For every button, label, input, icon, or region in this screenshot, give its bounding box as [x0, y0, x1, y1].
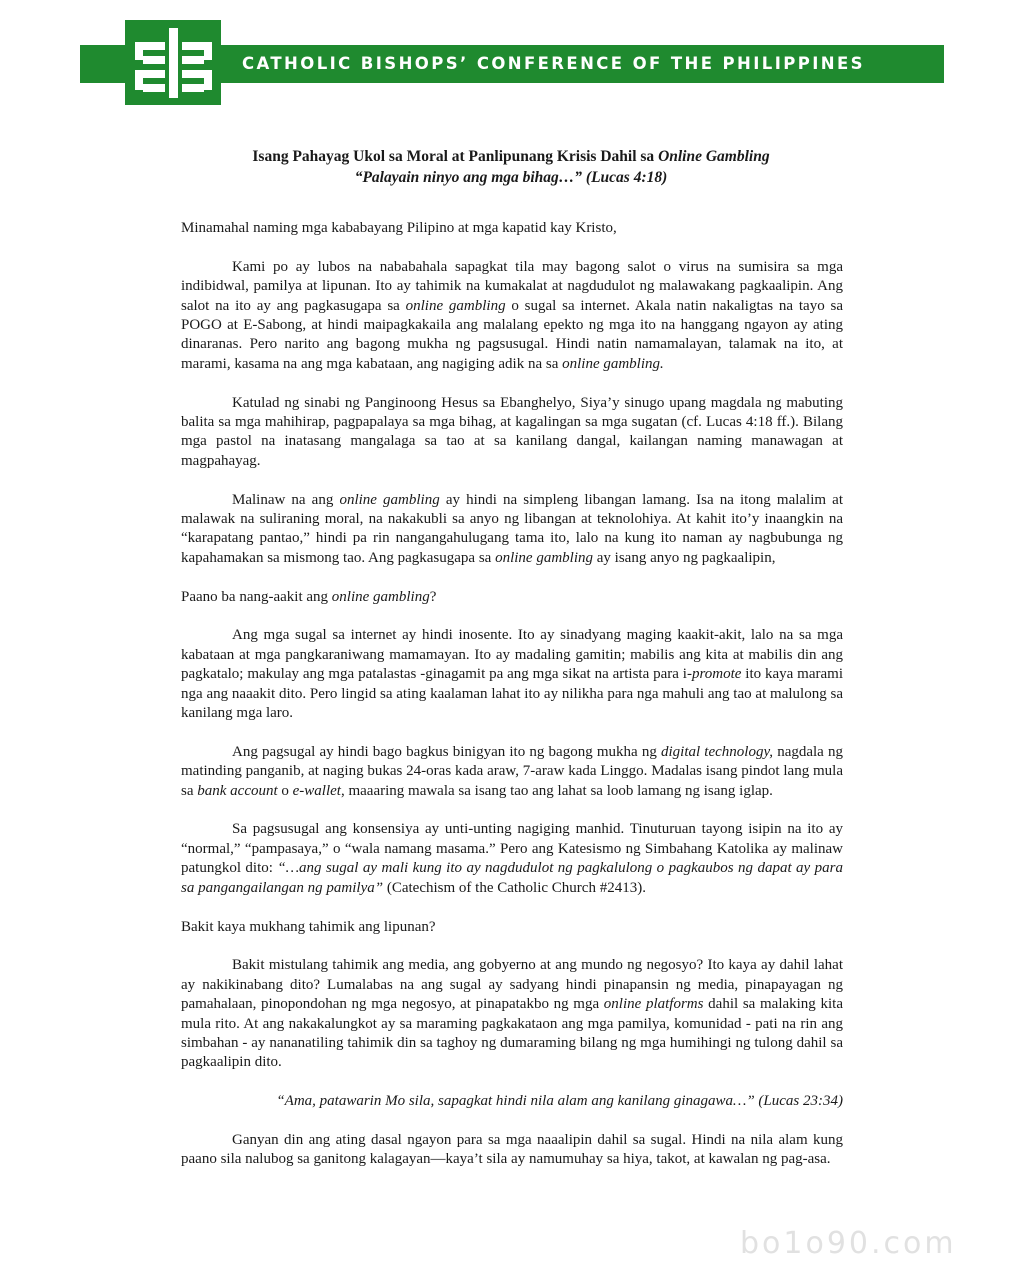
section-heading-2: Bakit kaya mukhang tahimik ang lipunan? — [181, 918, 436, 935]
p5-text-b: digital technology, — [660, 743, 774, 760]
p7-text-b: online platforms — [603, 996, 704, 1013]
p6-text-b: “…ang sugal ay mali kung ito ay nagdudulot ng pagkalulong o pagkaubos ng dapat ay para sa pangangailangan ng pamilya” — [181, 860, 843, 896]
paragraph-4 — [181, 626, 843, 723]
cbcp-logo-icon — [125, 20, 221, 105]
p5-text-g: , maaaring mawala sa isang tao ang lahat sa loob lamang ng isang iglap. — [340, 782, 773, 799]
title-line-1 — [180, 146, 842, 167]
scripture-quote: “Ama, patawarin Mo sila, sapagkat hindi nila alam ang kanilang ginagawa…” (Lucas 23:34) — [276, 1093, 843, 1110]
p4-text-b: promote — [691, 666, 742, 683]
salutation: Minamahal naming mga kababayang Pilipino at mga kapatid kay Kristo, — [181, 220, 617, 236]
p1-text-c: o sugal sa internet. Akala natin nakaligtas na tayo sa POGO at E-Sabong, at hindi maipagkakaila ang malalang epekto ng mga ito na hanggang ngayon ay ating dinaranas. Pero narito ang bagong mukha ng pagsusugal. Hindi natin namamalayan, talamak na ito, at marami, kasama na ang mga kabataan, ang nagiging adik na sa — [181, 297, 843, 372]
logo-glyph — [125, 20, 221, 105]
paragraph-6 — [181, 820, 843, 898]
paragraph-2: Katulad ng sinabi ng Panginoong Hesus sa Ebanghelyo, Siya’y sinugo upang magdala ng mabuting balita sa mga mahihirap, pagpapalaya sa mga bihag, at kagalingan sa mga sugatan (cf. Lucas 4:18 ff.). Bilang mga pastol na inatasang mangalaga sa tao at sa kanilang dangal, kailangan naming manawagan at magpahayag. — [181, 394, 843, 469]
p4-text-c: ito kaya marami nga ang naaakit dito. Pero lingid sa ating kaalaman lahat ito ay nilikha para nga mahuli ang tao at malulong sa kanilang mga laro. — [181, 666, 843, 722]
p3-text-a: Malinaw na ang — [232, 491, 340, 508]
paragraph-7 — [181, 956, 843, 1072]
p6-text-a: Sa pagsusugal ang konsensiya ay unti-unting nagiging manhid. Tinuturuan tayong isipin na ito ay “normal,” “pampasaya,” o “wala namang masama.” Pero ang Katesismo ng Simbahang Katolika ay malinaw patungkol dito: — [181, 821, 843, 877]
p5-text-c: nagdala ng matinding panganib, at naging bukas 24-oras kada araw, 7-araw kada Linggo. Madalas isang pindot lang mula sa — [181, 743, 843, 799]
title-italic-text: Online Gambling — [658, 148, 770, 165]
p3-text-c: ay hindi na simpleng libangan lamang. Isa na itong malalim at malawak na suliraning moral, na nakakubli sa anyo ng libangan at teknolohiya. At kahit ito’y inaangkin na “karapatang pantao,” hindi pa rin nangangahulugang tama ito, lalo na kung ito naman ay nagbubunga ng kapahamakan sa mismong tao. Ang pagkasugapa sa — [181, 491, 843, 566]
p5-text-d: bank account — [197, 782, 278, 799]
p6-text-c: (Catechism of the Catholic Church #2413). — [383, 879, 646, 896]
p1-text-d: online gambling. — [562, 355, 664, 372]
title-main-text: Isang Pahayag Ukol sa Moral at Panlipunang Krisis Dahil sa — [252, 148, 659, 165]
watermark — [712, 1178, 1012, 1278]
p5-text-a: Ang pagsugal ay hindi bago bagkus binigyan ito ng bagong mukha ng — [232, 743, 661, 760]
h1-text-c: ? — [429, 588, 437, 605]
org-name: CATHOLIC BISHOPS’ CONFERENCE OF THE PHILIPPINES — [242, 54, 865, 73]
p7-text-a: Bakit mistulang tahimik ang media, ang gobyerno at ang mundo ng negosyo? Ito kaya ay dahil lahat ay nakikinabang dito? Lumalabas na ang sugal ay sadyang hindi pinapansin ng media, pinapayagan ng pamahalaan, pinopondohan ng mga negosyo, at pinapatakbo ng mga — [181, 957, 843, 1013]
p7-text-c: dahil sa malaking kita mula rito. At ang nakakalungkot ay sa maraming pagkakataon ang mga pamilya, komunidad - pati na rin ang simbahan - ay nananatiling tahimik din sa taghoy ng dumaraming bilang ng mga humihingi ng tulong dahil sa pagkaalipin dito. — [181, 996, 843, 1071]
section-heading-1 — [181, 588, 843, 607]
title-line-2: “Palayain ninyo ang mga bihag…” (Lucas 4:18) — [354, 169, 668, 186]
paragraph-3 — [181, 491, 843, 569]
h1-text-b: online gambling — [331, 588, 430, 605]
p1-text-a: Kami po ay lubos na nababahala sapagkat tila may bagong salot o virus na sumisira sa mga indibidwal, pamilya at lipunan. Ito ay tahimik na kumakalat at nagdudulot ng malawakang pagkaalipin. Ang salot na ito ay ang pagkasugapa sa — [181, 258, 843, 314]
p5-text-f: e-wallet — [292, 782, 341, 799]
p4-text-a: Ang mga sugal sa internet ay hindi inosente. Ito ay sinadyang maging kaakit-akit, lalo na sa mga kabataan at mga pangkaraniwang mamamayan. Ito ay madaling gamitin; mabilis ang kita at mabilis din ang pagkatalo; makulay ang mga patalastas -ginagamit pa ang mga sikat na artista para i- — [181, 627, 843, 683]
p3-text-b: online gambling — [339, 491, 440, 508]
watermark-text: bo1o90.com — [740, 1226, 957, 1261]
p1-text-b: online gambling — [405, 297, 506, 314]
paragraph-8: Ganyan din ang ating dasal ngayon para sa mga naaalipin dahil sa sugal. Hindi na nila alam kung paano sila nalubog sa ganitong kalagayan—kaya’t sila ay namumuhay sa hiya, takot, at kawalan ng pag-asa. — [181, 1131, 843, 1168]
h1-text-a: Paano ba nang-aakit ang — [181, 588, 332, 605]
document-title — [180, 146, 842, 188]
letter-body — [181, 219, 843, 1170]
p3-text-e: ay isang anyo ng pagkaalipin, — [593, 549, 776, 566]
paragraph-5 — [181, 743, 843, 801]
p5-text-e: o — [277, 782, 293, 799]
p3-text-d: online gambling — [495, 549, 594, 566]
paragraph-1 — [181, 258, 843, 374]
